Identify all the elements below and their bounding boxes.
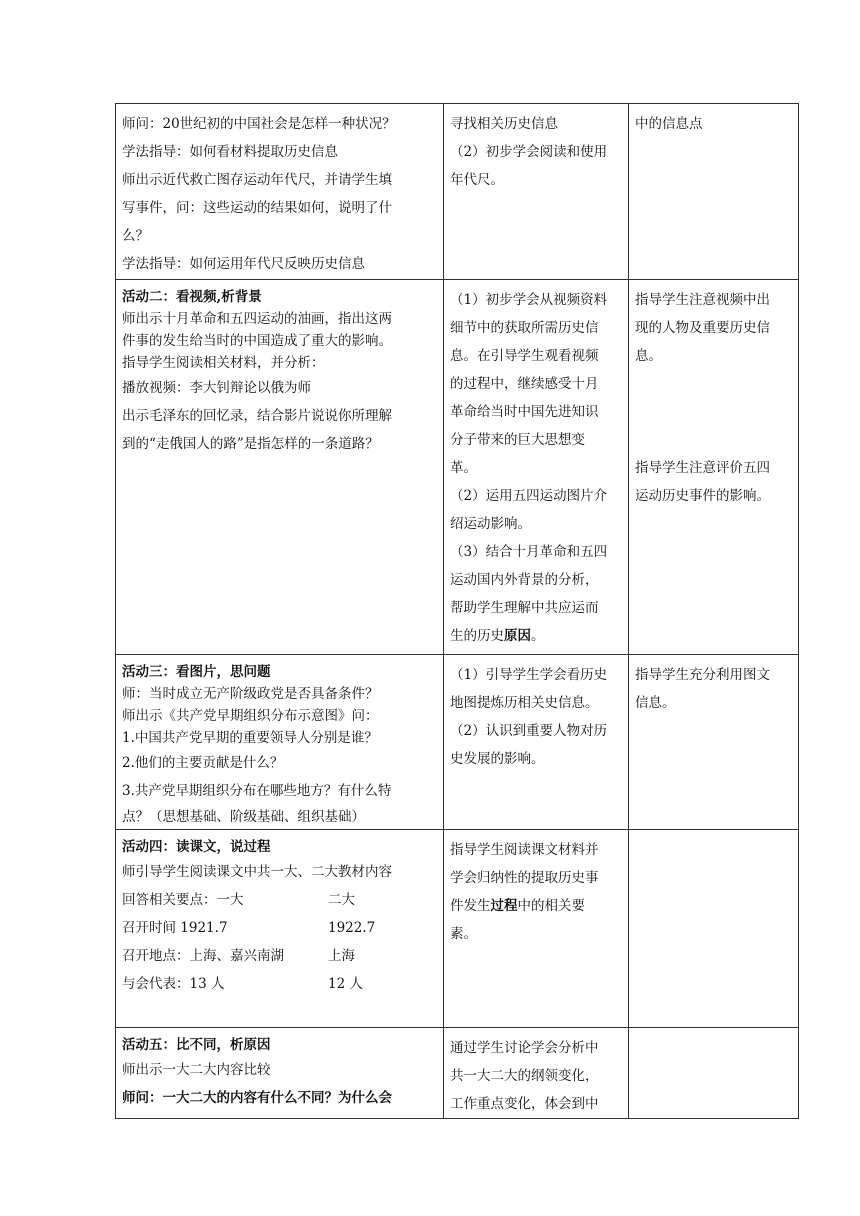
table-row (116, 655, 799, 830)
activity-title: 活动四：读课文，说过程 (122, 839, 271, 855)
activity-title: 活动五：比不同，析原因 (122, 1037, 271, 1053)
objective-cell: 指导学生阅读课文材料并 学会归纳性的提取历史事 件发生过程中的相关要 素。 (444, 830, 629, 1028)
objective-cell: （1）引导学生学会看历史 地图提炼历相关史信息。 （2）认识到重要人物对历 史发展的影响。 (444, 655, 629, 830)
teacher-activity-cell: 活动四：读课文，说过程 师引导学生阅读课文中共一大、二大教材内容 回答相关要点：一大 二大 召开时间 1921.7 1922.7 召开地点：上海、嘉兴南湖 上海 与会代表：13 人 12 人 (116, 830, 444, 1028)
objective-cell: （1）初步学会从视频资料 细节中的获取所需历史信 息。在引导学生观看视频 的过程中，继续感受十月 革命给当时中国先进知识 分子带来的巨大思想变 革。 （2）运用五四运动图片介 绍运动影响。 （3）结合十月革命和五四 运动国内外背景的分析， 帮助学生理解中共应运而 生的历史原因。 (444, 280, 629, 655)
activity-title: 活动三：看图片，思问题 (122, 664, 271, 680)
guidance-cell (629, 1028, 799, 1119)
lesson-plan-table (115, 103, 799, 1119)
table-row (116, 830, 799, 1028)
objective-cell: 通过学生讨论学会分析中 共一大二大的纲领变化， 工作重点变化，体会到中 (444, 1028, 629, 1119)
guidance-cell: 指导学生充分利用图文 信息。 (629, 655, 799, 830)
activity-title: 活动二：看视频,析背景 (122, 289, 262, 305)
teacher-activity-cell: 活动五：比不同，析原因 师出示一大二大内容比较 师问：一大二大的内容有什么不同？为什么会 (116, 1028, 444, 1119)
teacher-activity-cell: 活动二：看视频,析背景 师出示十月革命和五四运动的油画，指出这两 件事的发生给当时的中国造成了重大的影响。 指导学生阅读相关材料，并分析： 播放视频：李大钊辩论以俄为师 出示毛泽东的回忆录，结合影片说说你所理解 到的“走俄国人的路”是指怎样的一条道路？ (116, 280, 444, 655)
table-row (116, 104, 799, 280)
teacher-activity-cell: 活动三：看图片，思问题 师：当时成立无产阶级政党是否具备条件？ 师出示《共产党早期组织分布示意图》问： 1.中国共产党早期的重要领导人分别是谁？ 2.他们的主要贡献是什么？ 3.共产党早期组织分布在哪些地方？有什么特 点？（思想基础、阶级基础、组织基础） (116, 655, 444, 830)
teacher-activity-cell: 师问：20世纪初的中国社会是怎样一种状况？ 学法指导：如何看材料提取历史信息 师出示近代救亡图存运动年代尺，并请学生填 写事件，问：这些运动的结果如何，说明了什 么？ 学法指导：如何运用年代尺反映历史信息 (116, 104, 444, 280)
objective-cell: 寻找相关历史信息 （2）初步学会阅读和使用 年代尺。 (444, 104, 629, 280)
guidance-cell: 中的信息点 (629, 104, 799, 280)
table-row (116, 1028, 799, 1119)
guidance-cell (629, 830, 799, 1028)
guidance-cell: 指导学生注意视频中出 现的人物及重要历史信 息。 指导学生注意评价五四 运动历史事件的影响。 (629, 280, 799, 655)
table-row (116, 280, 799, 655)
